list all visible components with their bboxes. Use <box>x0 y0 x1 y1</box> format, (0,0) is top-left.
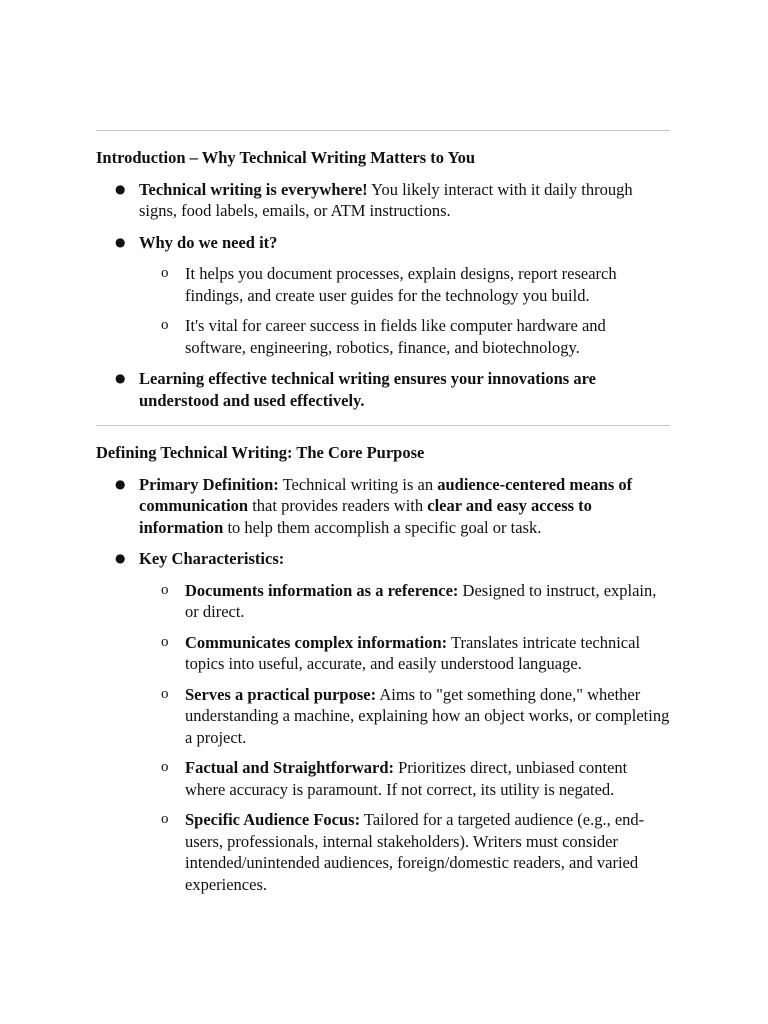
list-item-bold: audience-centered means of communication <box>139 474 633 515</box>
list-item-text: to help them accomplish a specific goal or task. <box>223 517 542 537</box>
sub-list-item-bold: Factual and Straightforward: <box>185 758 394 777</box>
list-item <box>96 474 670 539</box>
bullet-marker: ● <box>115 181 126 196</box>
list-item-text: that provides readers with <box>248 496 428 515</box>
section-definition <box>96 426 670 895</box>
bullet-marker: ● <box>115 371 126 385</box>
bullet-marker: ● <box>115 551 126 565</box>
list-item <box>96 368 670 411</box>
sub-list-item <box>139 809 670 895</box>
bullet-marker: ● <box>115 234 126 249</box>
bullet-list <box>96 474 670 896</box>
sub-list-item-bold: Serves a practical purpose: <box>185 684 377 704</box>
sub-list-item-bold: Documents information as a reference: <box>185 580 459 600</box>
list-item-bold: Learning effective technical writing ensures your innovations are understood and used effectively. <box>139 369 596 410</box>
list-item-text: Technical writing is an <box>278 474 438 494</box>
sub-list-item-text: Designed to instruct, explain, or direct. <box>185 580 657 621</box>
sub-list-item-text: Translates intricate technical topics into useful, accurate, and easily understood language. <box>185 632 641 673</box>
list-item <box>96 179 670 222</box>
sub-bullet-list <box>96 263 670 358</box>
sub-list-item-bold: Specific Audience Focus: <box>185 810 361 829</box>
document-page <box>96 130 670 895</box>
sub-list-item <box>139 315 670 358</box>
sub-list-item-text: It's vital for career success in fields like computer hardware and software, engineering, robotics, finance, and biotechnology. <box>185 316 606 357</box>
sub-list-item <box>139 632 670 675</box>
sub-list-item-bold: Communicates complex information: <box>185 632 448 652</box>
sub-list-item <box>139 263 670 306</box>
list-item-bold: Primary Definition: <box>139 474 279 494</box>
section-introduction <box>96 131 670 411</box>
sub-list-item-text: Aims to "get something done," whether understanding a machine, explaining how an object works, or completing a project. <box>185 684 670 747</box>
list-item-bold: clear and easy access to information <box>139 496 592 537</box>
sub-bullet-marker: o <box>161 685 169 702</box>
list-item <box>96 232 670 359</box>
bullet-list <box>96 179 670 412</box>
list-item-bold: Technical writing is everywhere! <box>139 179 368 199</box>
section-title: Defining Technical Writing: The Core Purpose <box>96 443 425 462</box>
sub-bullet-marker: o <box>161 759 169 775</box>
sub-list-item <box>139 580 670 623</box>
sub-bullet-list <box>96 580 670 896</box>
sub-list-item <box>139 757 670 800</box>
sub-bullet-marker: o <box>161 811 169 827</box>
list-item-bold: Why do we need it? <box>139 232 278 252</box>
list-item-text: You likely interact with it daily through signs, food labels, emails, or ATM instructions. <box>139 179 633 220</box>
sub-bullet-marker: o <box>161 317 169 333</box>
sub-bullet-marker: o <box>161 633 169 650</box>
sub-list-item-text: Tailored for a targeted audience (e.g., end-users, professionals, internal stakeholders). Writers must consider intended/unintended audiences, foreign/domestic readers, and varied experiences. <box>185 810 645 894</box>
sub-list-item-text: It helps you document processes, explain designs, report research findings, and create user guides for the technology you build. <box>185 264 617 305</box>
sub-bullet-marker: o <box>161 265 169 281</box>
list-item <box>96 548 670 895</box>
sub-list-item <box>139 684 670 749</box>
list-item-bold: Key Characteristics: <box>139 549 285 568</box>
section-title: Introduction – Why Technical Writing Matters to You <box>96 148 476 167</box>
bullet-marker: ● <box>115 476 126 491</box>
sub-list-item-text: Prioritizes direct, unbiased content where accuracy is paramount. If not correct, its utility is negated. <box>185 758 628 799</box>
sub-bullet-marker: o <box>161 581 169 598</box>
